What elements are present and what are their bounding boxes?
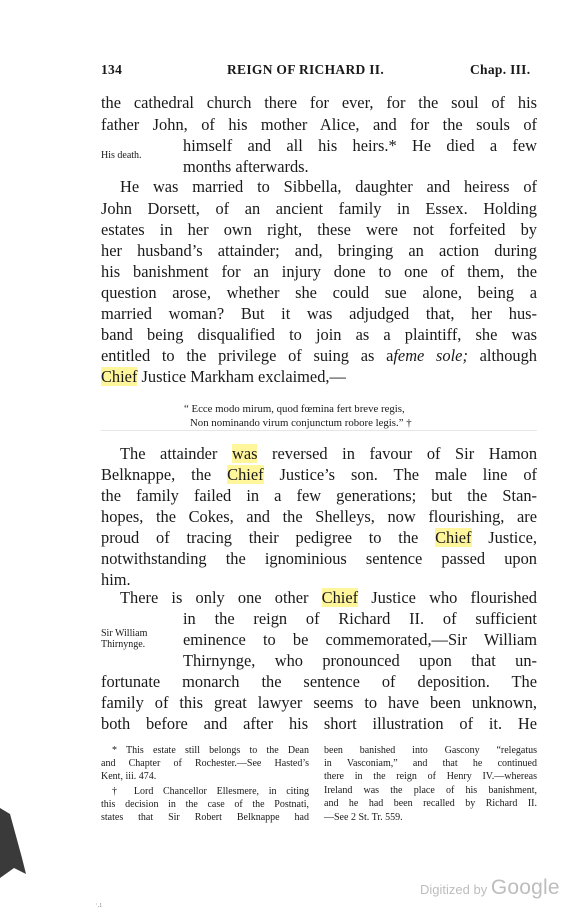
- highlighted-word: Chief: [101, 367, 138, 386]
- text-span: although: [467, 346, 537, 365]
- text-line: the family failed in a few generations; but the Stan-: [101, 486, 537, 505]
- text-line: father John, of his mother Alice, and for the souls of: [101, 115, 537, 134]
- text-line: John Dorsett, of an ancient family in Essex. Holding: [101, 199, 537, 218]
- footnote-line: this decision in the case of the Postnati,: [101, 799, 309, 810]
- margin-note-his-death: His death.: [101, 150, 142, 161]
- text-span: entitled to the privilege of suing as a: [101, 346, 394, 365]
- text-line: him.: [101, 570, 131, 589]
- text-span: Justice,: [471, 528, 537, 547]
- footnote-line: and he had been recalled by Richard II.: [324, 798, 537, 809]
- text-line: question arose, whether she could sue alone, being a: [101, 283, 537, 302]
- text-line: [101, 465, 537, 486]
- scan-speck: ·.ı: [95, 900, 102, 909]
- italic-span: feme sole;: [393, 346, 468, 365]
- text-line: [101, 367, 537, 388]
- text-line: Thirnynge, who pronounced upon that un-: [183, 651, 537, 670]
- footnote-line: * This estate still belongs to the Dean: [112, 745, 309, 756]
- text-line: eminence to be commemorated,—Sir William: [183, 630, 537, 649]
- text-span: Belknappe, the: [101, 465, 228, 484]
- footnote-line: states that Sir Robert Belknappe had: [101, 812, 309, 823]
- text-span: reversed in favour of Sir Hamon: [257, 444, 538, 463]
- footnote-line: been banished into Gascony “relegatus: [324, 745, 537, 756]
- text-line: [120, 588, 537, 609]
- text-line: his banishment for an injury done to one of them, the: [101, 262, 537, 281]
- text-line: notwithstanding the ignominious sentence passed upon: [101, 549, 537, 568]
- text-span: The attainder: [120, 444, 232, 463]
- text-line: months afterwards.: [183, 157, 309, 176]
- text-span: There is only one other: [120, 588, 322, 607]
- text-line: estates in her own right, these were not forfeited by: [101, 220, 537, 239]
- footnote-line: and Chapter of Rochester.—See Hasted’s: [101, 758, 309, 769]
- text-line: married woman? But it was adjudged that, her hus-: [101, 304, 537, 323]
- highlighted-word: Chief: [321, 588, 359, 607]
- text-span: Justice’s son. The male line of: [263, 465, 537, 484]
- watermark-prefix: Digitized by: [420, 882, 491, 897]
- text-line: both before and after his short illustration of it. He: [101, 714, 537, 733]
- text-line: fortunate monarch the sentence of deposition. The: [101, 672, 537, 691]
- text-line: the cathedral church there for ever, for the soul of his: [101, 93, 537, 112]
- text-line: in the reign of Richard II. of sufficient: [183, 609, 537, 628]
- text-line: [101, 528, 537, 549]
- text-line: himself and all his heirs.* He died a few: [183, 136, 537, 155]
- footnote-line: there in the reign of Henry IV.—whereas: [324, 771, 537, 782]
- quote-line: “ Ecce modo mirum, quod fœmina fert breve regis,: [184, 403, 405, 415]
- text-span: Justice Markham exclaimed,—: [137, 367, 346, 386]
- text-line: her husband’s attainder; and, bringing an action during: [101, 241, 537, 260]
- margin-note-sir-william: Sir William Thirnynge.: [101, 628, 148, 650]
- footnote-line: in Vasconiam,” and that he continued: [324, 758, 537, 769]
- text-span: proud of tracing their pedigree to the: [101, 528, 436, 547]
- text-span: Justice who flourished: [358, 588, 538, 607]
- footnote-line: Ireland was the place of his banishment,: [324, 785, 537, 796]
- highlighted-word: Chief: [227, 465, 264, 484]
- scan-shadow: [0, 808, 28, 878]
- text-line: [101, 346, 537, 367]
- footnote-line: † Lord Chancellor Ellesmere, in citing: [112, 786, 309, 797]
- text-line: band being disqualified to join as a plaintiff, she was: [101, 325, 537, 344]
- text-line: family of this great lawyer seems to have been unknown,: [101, 693, 537, 712]
- running-title: REIGN OF RICHARD II.: [227, 62, 385, 77]
- footnote-line: Kent, iii. 474.: [101, 771, 157, 782]
- text-line: [120, 444, 537, 465]
- digitized-watermark: [420, 876, 560, 900]
- text-line: He was married to Sibbella, daughter and heiress of: [120, 177, 537, 196]
- page-number: 134: [101, 62, 123, 77]
- highlighted-word: Chief: [435, 528, 472, 547]
- google-logo-text: Google: [490, 876, 560, 899]
- divider: [101, 430, 537, 431]
- footnote-line: —See 2 St. Tr. 559.: [324, 812, 403, 823]
- quote-line: Non nominando virum conjunctum robore legis.” †: [190, 417, 412, 429]
- text-line: hopes, the Cokes, and the Shelleys, now flourishing, are: [101, 507, 537, 526]
- chapter-label: Chap. III.: [470, 62, 531, 77]
- highlighted-word: was: [231, 444, 258, 463]
